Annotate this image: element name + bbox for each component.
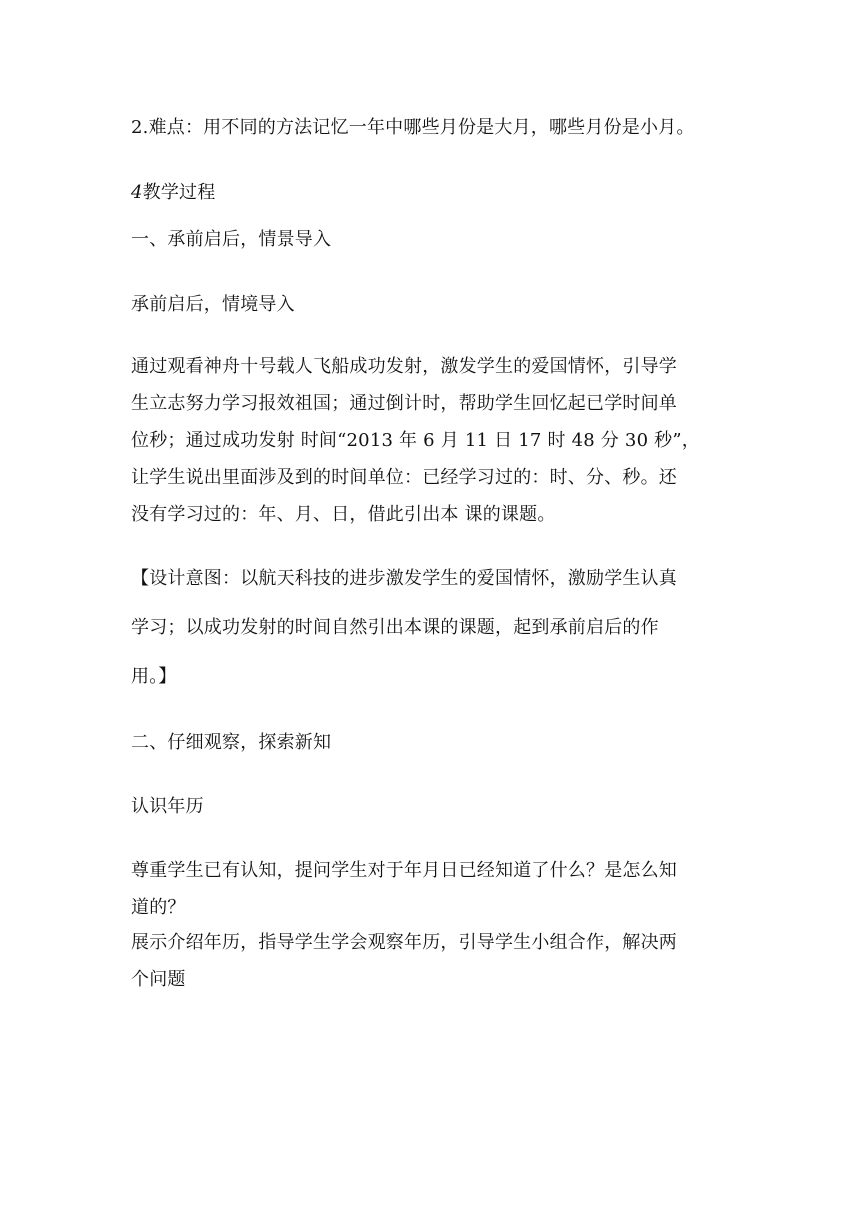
paragraph-line: 道的？: [131, 897, 186, 918]
part2-subheading: 认识年历: [131, 796, 204, 817]
section-heading-teaching-process: [131, 181, 741, 205]
paragraph-line: 尊重学生已有认知，提问学生对于年月日已经知道了什么？是怎么知: [131, 860, 677, 881]
paragraph-line: 没有学习过的：年、月、日，借此引出本 课的课题。: [131, 504, 556, 525]
paragraph-line: 个问题: [131, 969, 186, 990]
paragraph-line: 展示介绍年历，指导学生学会观察年历，引导学生小组合作，解决两: [131, 932, 677, 953]
paragraph-line: 位秒；通过成功发射 时间“2013 年 6 月 11 日 17 时 48 分 30 秒”，: [131, 430, 700, 451]
paragraph-line: 生立志努力学习报效祖国；通过倒计时，帮助学生回忆起已学时间单: [131, 393, 677, 414]
design-intent-line: 学习；以成功发射的时间自然引出本课的课题，起到承前启后的作: [131, 617, 659, 638]
design-intent-line: 用。】: [131, 666, 177, 687]
part1-heading: 一、承前启后，情景导入: [131, 229, 332, 250]
part1-subheading: 承前启后，情境导入: [131, 294, 295, 315]
section-title: 教学过程: [142, 182, 216, 203]
paragraph-line: 让学生说出里面涉及到的时间单位：已经学习过的：时、分、秒。还: [131, 467, 677, 488]
difficulty-point: 2.难点：用不同的方法记忆一年中哪些月份是大月，哪些月份是小月。: [131, 117, 695, 138]
section-number: 4: [131, 182, 143, 203]
paragraph-line: 通过观看神舟十号载人飞船成功发射，激发学生的爱国情怀，引导学: [131, 356, 677, 377]
design-intent-line: 【设计意图：以航天科技的进步激发学生的爱国情怀，激励学生认真: [131, 568, 677, 589]
part2-heading: 二、仔细观察，探索新知: [131, 732, 332, 753]
